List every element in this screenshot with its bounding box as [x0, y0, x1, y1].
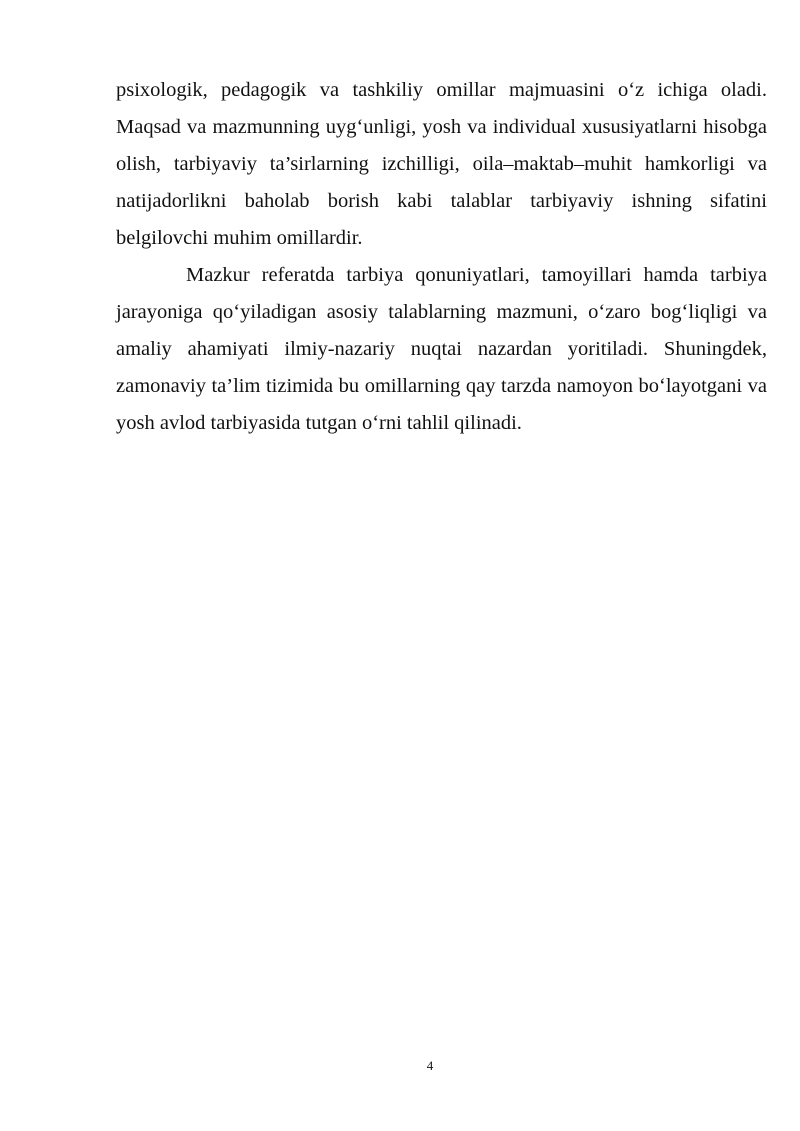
page-number: 4 — [426, 1058, 434, 1073]
paragraph-introduction: Mazkur referatda tarbiya qonuniyatlari, tamoyillari hamda tarbiya jarayoniga qo‘yiladigan asosiy talablarning mazmuni, o‘zaro bog‘liqligi va amaliy ahamiyati ilmiy-nazariy nuqtai nazardan yoritiladi. Shuningdek, zamonaviy ta’lim tizimida bu omillarning qay tarzda namoyon bo‘layotgani va yosh avlod tarbiyasida tutgan o‘rni tahlil qilinadi. — [116, 264, 767, 434]
document-body — [116, 72, 767, 442]
paragraph-continuation: psixologik, pedagogik va tashkiliy omillar majmuasini o‘z ichiga oladi. Maqsad va mazmunning uyg‘unligi, yosh va individual xususiyatlarni hisobga olish, tarbiyaviy ta’sirlarning izchilligi, oila–maktab–muhit hamkorligi va natijadorlikni baholab borish kabi talablar tarbiyaviy ishning sifatini belgilovchi muhim omillardir. — [116, 79, 767, 249]
